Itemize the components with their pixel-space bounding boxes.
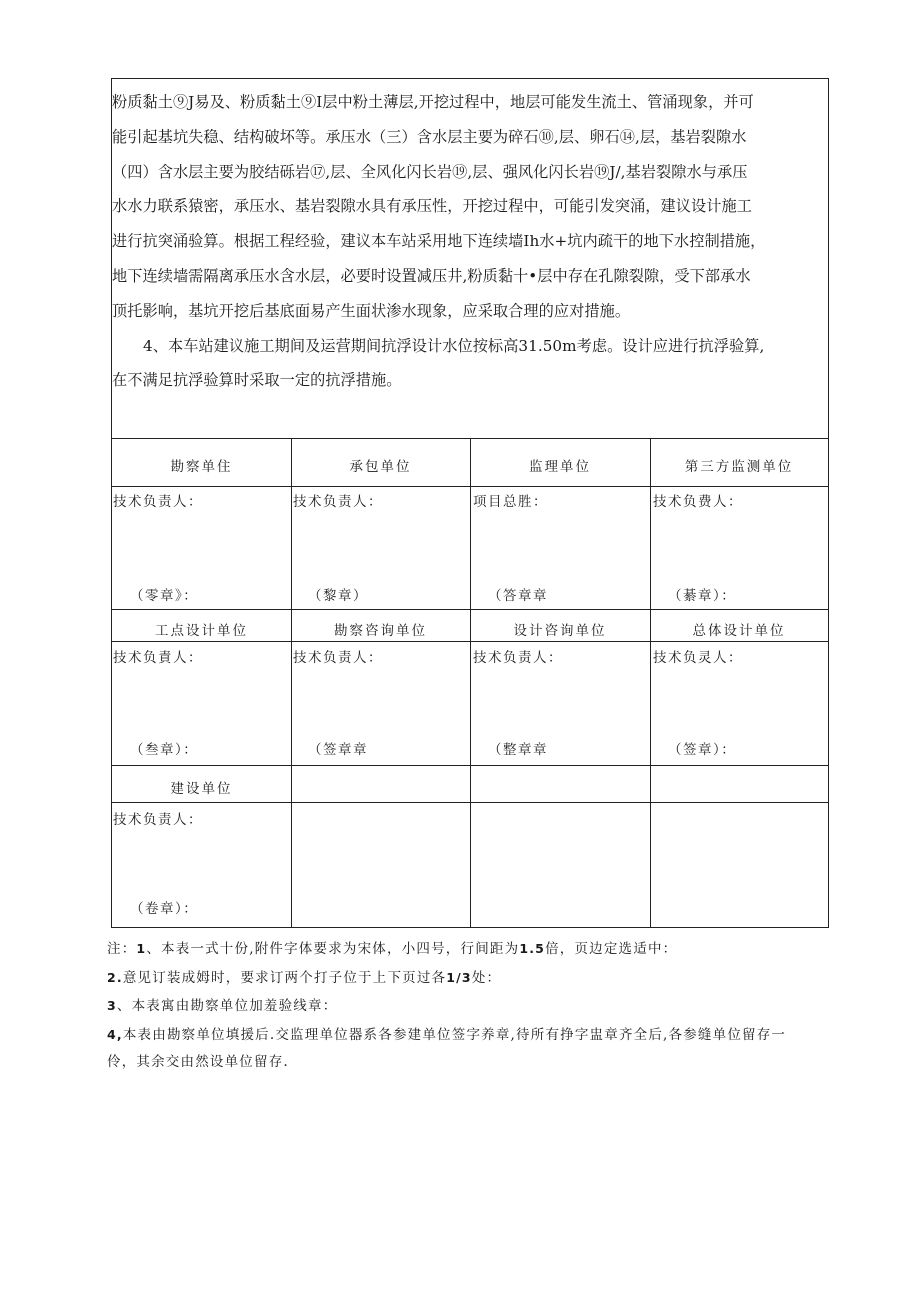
- header-survey-unit: 勘察单住: [170, 459, 233, 475]
- text-line: （四）含水层主要为胶结砾岩⑰,层、全风化闪长岩⑲,层、强风化闪长岩⑲J/,基岩裂隙水与承压: [112, 162, 748, 181]
- text-line: 粉质黏土⑨J易及、粉质黏土⑨I层中粉土薄层,开挖过程中，地层可能发生流土、管涌现象，并可: [112, 93, 754, 111]
- contact-label: 技术负责人：: [473, 650, 563, 666]
- header-site-design: 工点设计单位: [155, 623, 248, 639]
- contact-label: 技术负责人：: [113, 812, 203, 828]
- note-item: 4,本表由勘察单位填援后.交监理单位器系各参建单位签字养章,待所有挣字盅章齐全后,各参缝单位留存一: [107, 1026, 787, 1043]
- form-frame: [111, 78, 829, 928]
- contact-label: 技术负責人：: [113, 650, 203, 666]
- text-line: 水水力联系猿密，承压水、基岩裂隙水具有承压性，开挖过程中，可能引发突涌，建议设计施工: [112, 197, 752, 216]
- seal-label: （签章章: [308, 742, 368, 758]
- note-item: 2.意见订装成姆时，要求订两个打子位于上下页过各1/3处：: [107, 969, 502, 986]
- note-item: 3、本表寓由勘察单位加羞验线章：: [107, 998, 338, 1014]
- text-line: 在不满足抗浮验算时采取一定的抗浮措施。: [112, 371, 402, 390]
- contact-label: 技术负责人：: [113, 494, 203, 510]
- column-divider: [470, 438, 471, 928]
- header-construction-unit: 建设单位: [170, 781, 233, 797]
- column-divider: [650, 438, 651, 928]
- contact-label: 技术负责人：: [293, 494, 383, 510]
- seal-label: （整章章: [488, 742, 548, 758]
- header-contractor: 承包单位: [349, 459, 412, 475]
- text-line: 能引起基坑失稳、结构破坏等。承压水（三）含水层主要为碎石⑩,层、卵石⑭,层，基岩裂隙水: [112, 127, 747, 146]
- contact-label: 项目总胜：: [473, 494, 548, 510]
- contact-label: 技术负灵人：: [653, 650, 743, 666]
- header-design-consulting: 设计咨询单位: [513, 623, 607, 639]
- seal-label: （签章）：: [668, 742, 737, 758]
- text-line: 顶托影响，基坑开挖后基底面易产生面状渗水现象，应采取合理的应对措施。: [112, 301, 631, 320]
- note-item: 伶，其余交由然设单位留存.: [107, 1054, 289, 1070]
- header-survey-consulting: 勘察咨询单位: [334, 623, 427, 639]
- seal-label: （卷章）：: [130, 901, 199, 917]
- text-line: 进行抗突涌验算。根据工程经验，建议本车站采用地下连续墙Ih水+坑内疏干的地下水控制措施，: [112, 232, 766, 251]
- paragraph-anti-float: [112, 329, 828, 399]
- contact-label: 技术负责人：: [293, 650, 383, 666]
- header-third-party-monitoring: 第三方监测单位: [684, 459, 794, 475]
- engineering-text: [112, 79, 828, 398]
- footnotes: [107, 935, 827, 1077]
- seal-label: （叁章）：: [130, 742, 199, 758]
- text-line: 4、本车站建议施工期间及运营期间抗浮设计水位按标高31.50m考虑。设计应进行抗浮验算,: [143, 336, 765, 355]
- contact-label: 技术负费人：: [653, 494, 743, 510]
- seal-label: （答章章: [488, 588, 548, 604]
- paragraph-groundwater: [112, 85, 828, 329]
- column-divider: [291, 438, 292, 928]
- seal-label: （零章》：: [130, 588, 199, 604]
- header-overall-design: 总体设计单位: [692, 623, 786, 639]
- seal-label: （黎章）: [308, 588, 368, 604]
- header-supervision: 监理单位: [529, 459, 591, 475]
- text-line: 地下连续墙需隔离承压水含水层，必要时设置减压井,粉质黏十•层中存在孔隙裂隙，受下部承水: [112, 266, 751, 285]
- seal-label: （綦章）：: [668, 588, 737, 604]
- note-item: 注：1、本表一式十份,附件字体要求为宋体，小四号，行间距为1.5倍，页边定选适中：: [107, 941, 678, 957]
